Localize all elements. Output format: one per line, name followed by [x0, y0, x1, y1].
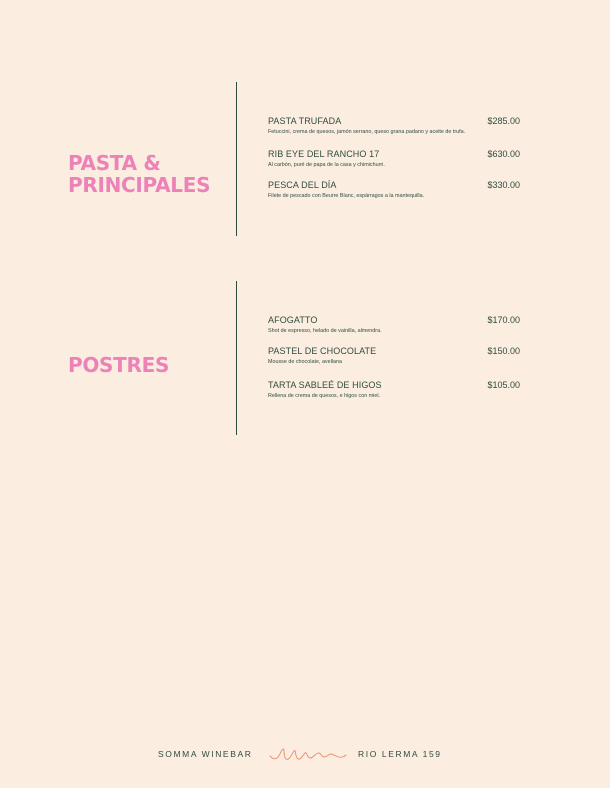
menu-item-name: PESCA DEL DÍA — [268, 180, 337, 190]
menu-item-price: $330.00 — [487, 180, 520, 190]
menu-item-name: RIB EYE DEL RANCHO 17 — [268, 149, 380, 159]
section-divider — [236, 82, 237, 236]
menu-item-name: AFOGATTO — [268, 315, 318, 325]
section-title: PASTA & PRINCIPALES — [68, 151, 211, 197]
menu-item-description: Al carbón, puré de papa de la casa y chimichurri. — [268, 162, 385, 168]
menu-item-price: $170.00 — [487, 315, 520, 325]
menu-item-description: Filete de pescado con Beurre Blanc, espárragos a la mantequilla. — [268, 193, 425, 199]
section-title: POSTRES — [68, 353, 170, 377]
menu-item-name: TARTA SABLEÉ DE HIGOS — [268, 380, 382, 390]
script-signature-logo-icon — [269, 746, 347, 762]
footer-address: RIO LERMA 159 — [358, 749, 442, 759]
menu-item-name: PASTA TRUFADA — [268, 116, 342, 126]
menu-item-price: $285.00 — [487, 116, 520, 126]
menu-item-description: Rellena de crema de quesos, e higos con miel. — [268, 393, 381, 399]
menu-item-price: $150.00 — [487, 346, 520, 356]
menu-item-description: Shot de espresso, helado de vainilla, almendra. — [268, 328, 382, 334]
menu-item-description: Fetuccini, crema de quesos, jamón serrano, queso grana padano y aceite de trufa. — [268, 129, 466, 135]
footer-brand-name: SOMMA WINEBAR — [158, 749, 253, 759]
menu-item-price: $630.00 — [487, 149, 520, 159]
footer — [0, 748, 610, 762]
menu-item-price: $105.00 — [487, 380, 520, 390]
section-divider — [236, 281, 237, 435]
menu-item-description: Mousse de chocolate, avellana — [268, 359, 343, 365]
menu-item-name: PASTEL DE CHOCOLATE — [268, 346, 377, 356]
